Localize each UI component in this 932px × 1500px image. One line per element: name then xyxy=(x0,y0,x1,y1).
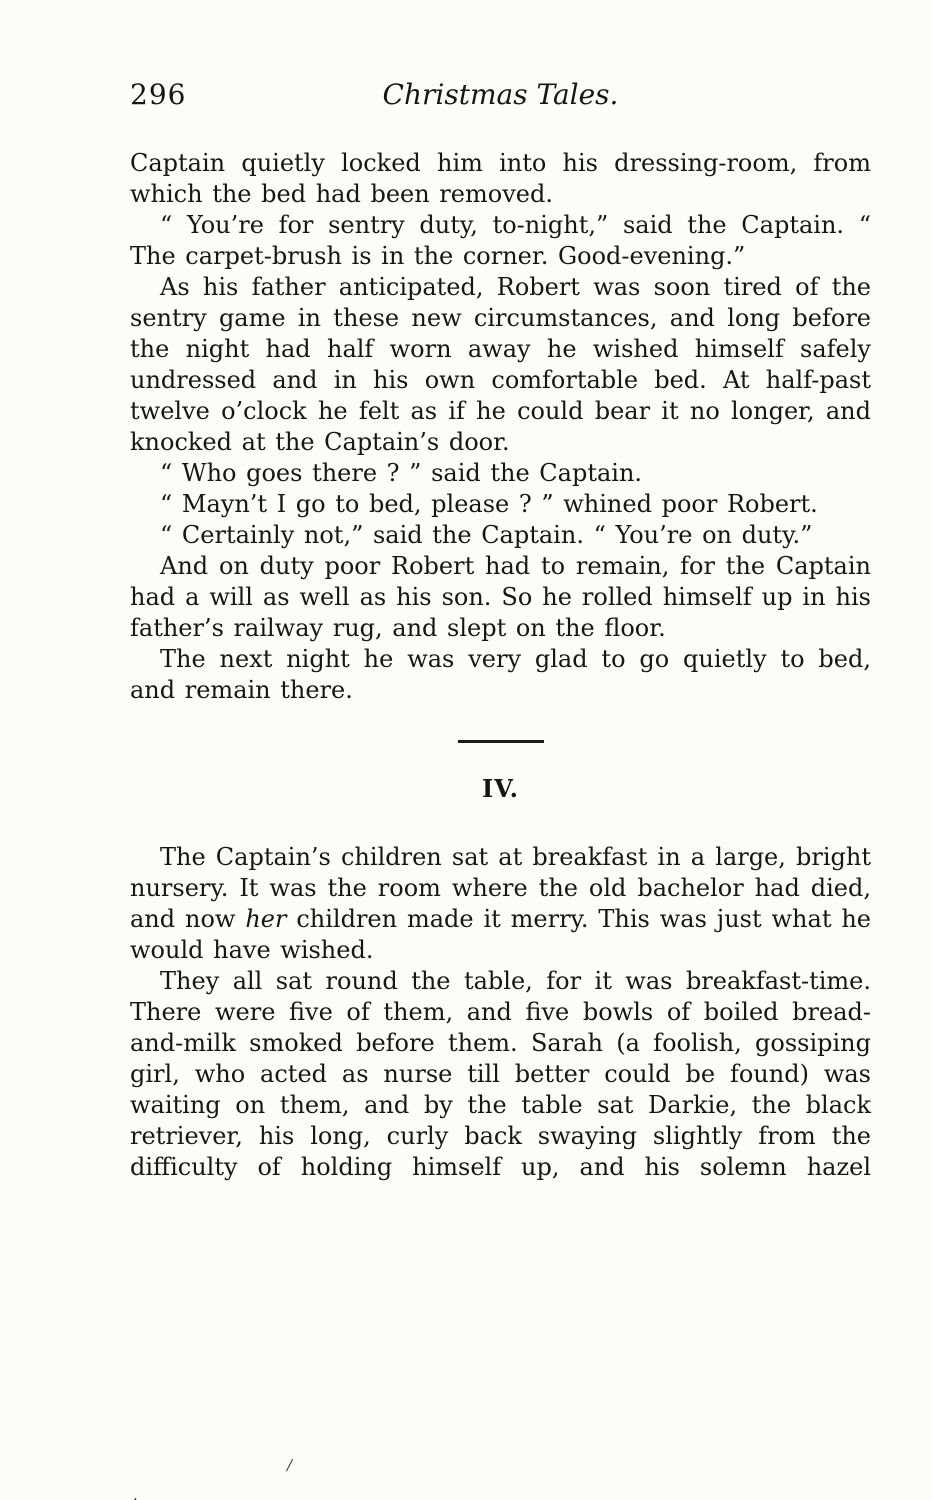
paragraph: “ Who goes there ? ” said the Captain. xyxy=(160,459,643,487)
paragraph: As his father anticipated, Robert was soon tired of the sentry game in these new circumstances, and long before the night had half worn away he wished himself safely undressed and in his own comfortable bed. At half-past twelve o’clock he felt as if he could bear it no longer, and knocked at the Captain’s door. xyxy=(130,273,871,456)
scan-artifact-mark: . xyxy=(133,1486,138,1500)
paragraph: “ You’re for sentry duty, to-night,” said the Captain. “ The carpet-brush is in the corner. Good-evening.” xyxy=(130,211,871,270)
paragraph: “ Certainly not,” said the Captain. “ You’re on duty.” xyxy=(160,521,813,549)
paragraph: The next night he was very glad to go quietly to bed, and remain there. xyxy=(130,645,871,704)
paragraph: “ Mayn’t I go to bed, please ? ” whined poor Robert. xyxy=(160,490,818,518)
scan-artifact-mark: / xyxy=(287,1456,293,1474)
paragraph-text: The Captain’s children sat at breakfast in a large, bright nursery. It was the room where the old bachelor had died, and now xyxy=(130,843,871,933)
page-header xyxy=(130,78,871,114)
paragraph-text: children made it merry. This was just what he would have wished. xyxy=(130,905,871,964)
paragraph: And on duty poor Robert had to remain, for the Captain had a will as well as his son. So he rolled himself up in his father’s railway rug, and slept on the floor. xyxy=(130,552,871,642)
paragraph: They all sat round the table, for it was breakfast-time. There were five of them, and five bowls of boiled bread-and-milk smoked before them. Sarah (a foolish, gossiping girl, who acted as nurse till better could be found) was waiting on them, and by the table sat Darkie, the black retriever, his long, curly back swaying slightly from the difficulty of holding himself up, and his solemn hazel xyxy=(130,967,871,1181)
page-number: 296 xyxy=(130,78,187,111)
running-title: Christmas Tales. xyxy=(382,78,619,111)
text-block xyxy=(130,148,871,1183)
section-divider xyxy=(458,740,544,743)
section-heading: IV. xyxy=(481,774,519,803)
italic-word: her xyxy=(245,905,287,933)
paragraph: Captain quietly locked him into his dressing-room, from which the bed had been removed. xyxy=(130,149,871,208)
paragraph xyxy=(130,842,871,966)
